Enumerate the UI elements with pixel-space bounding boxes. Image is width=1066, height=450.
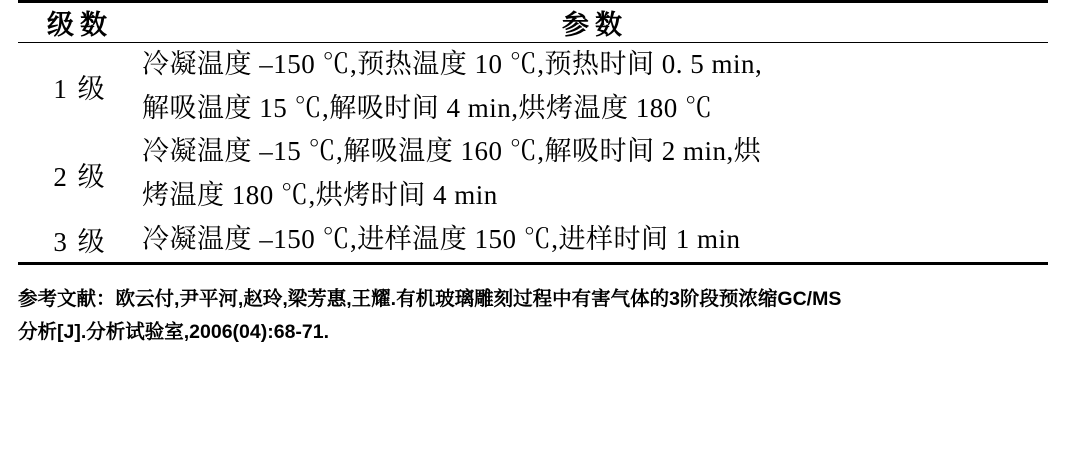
param-line: 冷凝温度 –150 ℃,进样温度 150 ℃,进样时间 1 min [142, 223, 741, 254]
bottom-rule-left [18, 263, 142, 269]
bottom-rule-right [142, 263, 1048, 269]
column-header-param: 参数 [142, 2, 1048, 43]
table-row [18, 130, 1048, 217]
param-line: 解吸温度 15 ℃,解吸时间 4 min,烘烤温度 180 ℃ [142, 92, 713, 123]
reference-note [18, 283, 1048, 350]
row-params-3 [142, 218, 1048, 263]
param-line: 烤温度 180 ℃,烘烤时间 4 min [142, 180, 498, 211]
row-params-2 [142, 130, 1048, 217]
table-head [18, 2, 1048, 43]
param-line: 冷凝温度 –150 ℃,预热温度 10 ℃,预热时间 0. 5 min, [142, 49, 763, 79]
row-level-1: 1 级 [18, 43, 142, 131]
parameters-table [18, 0, 1048, 269]
table-row [18, 218, 1048, 263]
column-header-level: 级数 [18, 2, 142, 43]
row-params-1 [142, 43, 1048, 131]
row-level-3: 3 级 [53, 227, 107, 258]
reference-line: 参考文献：欧云付,尹平河,赵玲,梁芳惠,王耀.有机玻璃雕刻过程中有害气体的3阶段预浓缩GC/MS [18, 287, 842, 310]
param-line: 冷凝温度 –15 ℃,解吸温度 160 ℃,解吸时间 2 min,烘 [142, 136, 762, 167]
reference-line: 分析[J].分析试验室,2006(04):68-71. [18, 321, 330, 344]
table-row [18, 43, 1048, 131]
row-level-2: 2 级 [53, 161, 107, 192]
table-body [18, 43, 1048, 269]
table-header-row [18, 2, 1048, 43]
table-bottom-rule [18, 263, 1048, 269]
